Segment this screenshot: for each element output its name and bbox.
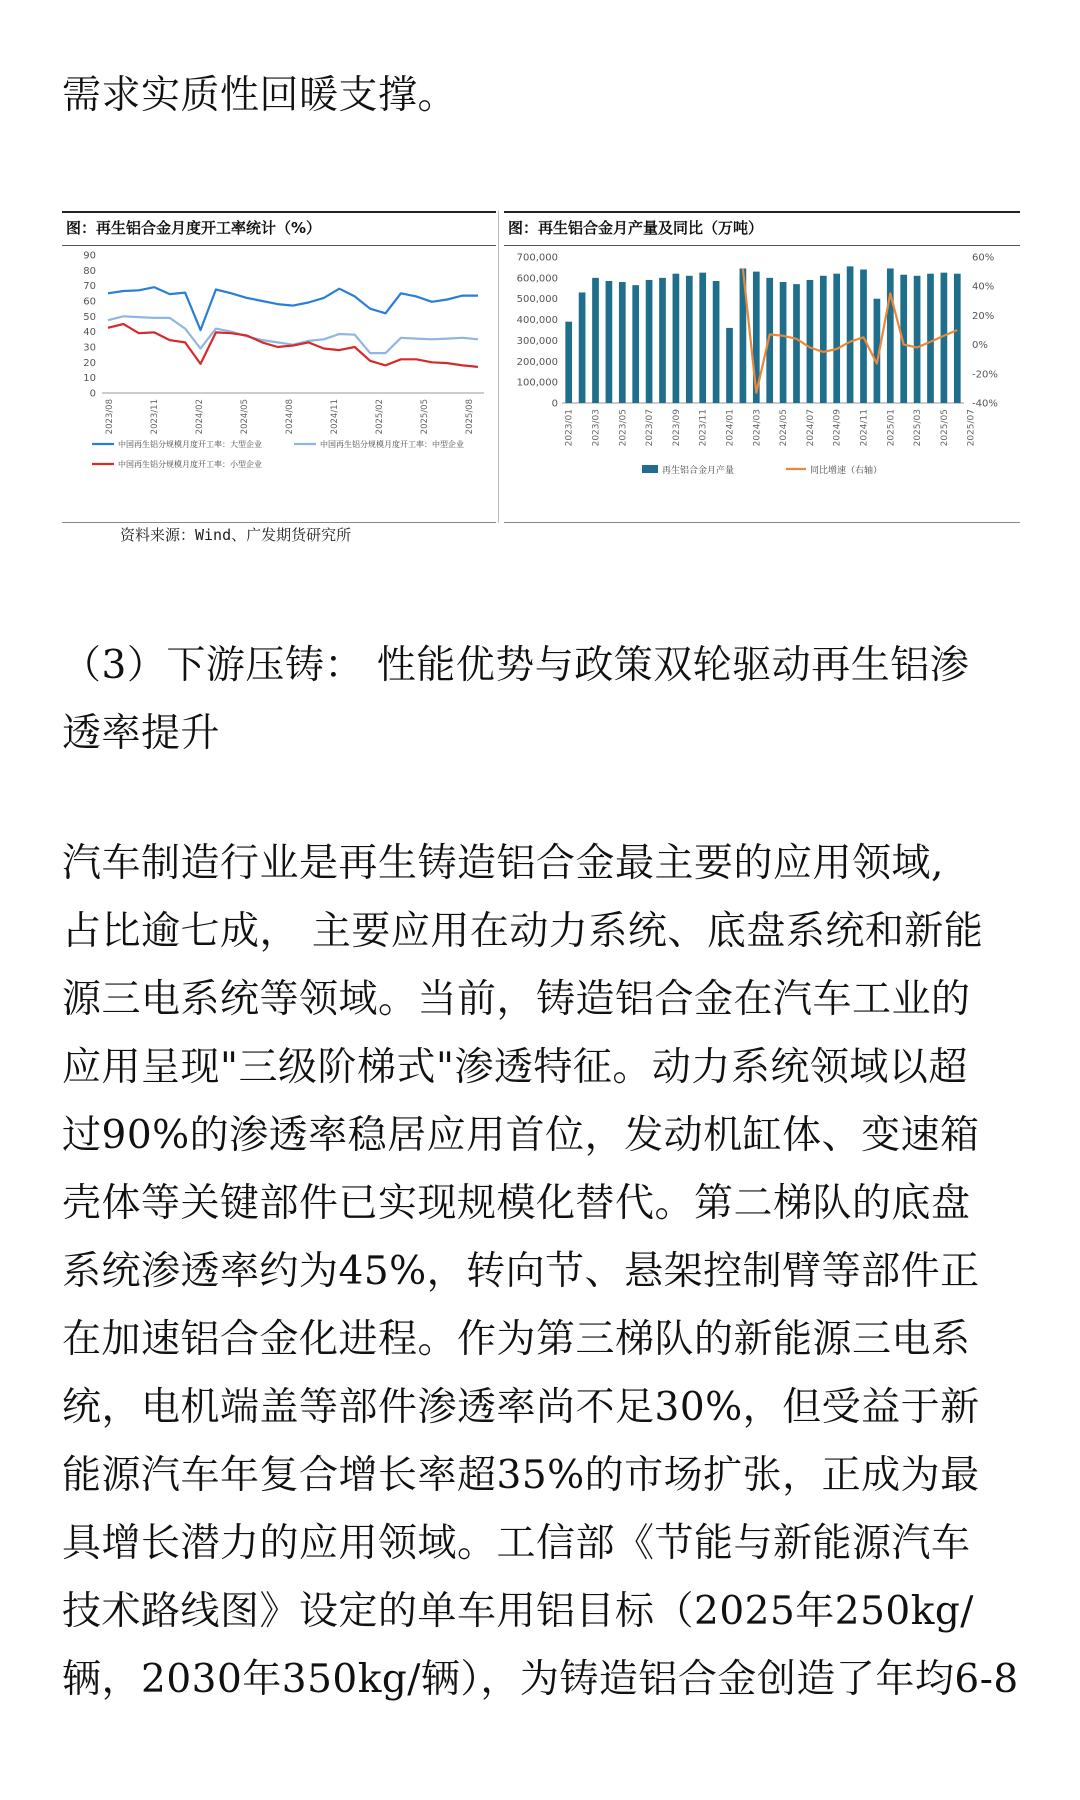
y-tick-label: 30 [83, 342, 96, 354]
body-line: 源三电系统等领域。当前，铸造铝合金在汽车工业的 [62, 977, 971, 1022]
heading-line: 透率提升 [62, 711, 221, 756]
bar [565, 322, 572, 403]
bar [833, 274, 840, 403]
y2-tick-label: 0% [972, 340, 988, 352]
bar [713, 281, 720, 403]
heading-line: （3）下游压铸： 性能优势与政策双轮驱动再生铝渗 [62, 643, 970, 688]
x-tick-label: 2023/11 [698, 409, 709, 447]
y2-tick-label: -40% [972, 398, 998, 410]
y-tick-label: 0 [551, 398, 558, 410]
bar [619, 282, 626, 403]
x-tick-label: 2023/07 [645, 409, 656, 447]
x-tick-label: 2024/07 [805, 409, 816, 447]
body-line: 具增长潜力的应用领域。工信部《节能与新能源汽车 [62, 1521, 971, 1566]
y-tick-label: 80 [83, 265, 96, 277]
chart-title: 图：再生铝合金月度开工率统计（%） [66, 219, 322, 237]
y2-tick-label: 20% [972, 310, 995, 322]
x-tick-label: 2025/02 [375, 399, 385, 435]
body-line: 应用呈现"三级阶梯式"渗透特征。动力系统领域以超 [62, 1045, 968, 1090]
x-tick-label: 2024/05 [240, 399, 250, 435]
y2-tick-label: -20% [972, 369, 998, 381]
y-tick-label: 200,000 [516, 356, 558, 368]
x-tick-label: 2025/05 [420, 399, 430, 435]
y-tick-label: 20 [83, 357, 96, 369]
monthly-output-bar-chart [504, 247, 1020, 521]
y-tick-label: 60 [83, 296, 96, 308]
bar [699, 273, 706, 403]
bar [820, 276, 827, 403]
x-tick-label: 2023/09 [671, 409, 682, 447]
y-tick-label: 40 [83, 327, 96, 339]
x-tick-label: 2024/09 [832, 409, 843, 447]
bar [847, 266, 854, 403]
bar [579, 292, 586, 403]
legend-label: 中国再生铝分规模月度开工率：中型企业 [320, 440, 464, 449]
chart-title: 图：再生铝合金月产量及同比（万吨） [508, 219, 764, 237]
series-line [108, 316, 478, 353]
x-tick-label: 2025/03 [913, 409, 924, 447]
bar [807, 280, 814, 403]
bar [632, 285, 639, 403]
x-tick-label: 2023/11 [150, 399, 160, 435]
bar [686, 276, 693, 403]
bar [592, 278, 599, 403]
y-tick-label: 300,000 [516, 335, 558, 347]
x-tick-label: 2024/08 [285, 399, 295, 435]
legend-label: 中国再生铝分规模月度开工率：大型企业 [118, 440, 262, 449]
bar [954, 274, 961, 403]
x-tick-label: 2024/03 [752, 409, 763, 447]
bar [780, 282, 787, 403]
y-tick-label: 10 [83, 373, 96, 385]
bar [793, 284, 800, 403]
y-tick-label: 700,000 [516, 252, 558, 264]
body-line: 系统渗透率约为45%，转向节、悬架控制臂等部件正 [62, 1249, 980, 1294]
chart-divider [498, 211, 499, 523]
x-tick-label: 2023/05 [618, 409, 629, 447]
bar [726, 328, 733, 403]
y-tick-label: 70 [83, 281, 96, 293]
y2-tick-label: 60% [972, 252, 995, 264]
legend-label: 中国再生铝分规模月度开工率：小型企业 [118, 460, 262, 469]
y2-tick-label: 40% [972, 281, 995, 293]
x-tick-label: 2024/05 [779, 409, 790, 447]
bar [606, 281, 613, 403]
x-tick-label: 2025/05 [939, 409, 950, 447]
chart-operating-rate [62, 211, 496, 523]
y-tick-label: 50 [83, 311, 96, 323]
series-line [108, 287, 478, 330]
chart-monthly-output [504, 211, 1020, 523]
body-line: 汽车制造行业是再生铸造铝合金最主要的应用领域, [62, 841, 944, 886]
x-tick-label: 2023/08 [105, 399, 115, 435]
source-note: 资料来源：Wind、广发期货研究所 [120, 526, 352, 544]
body-line: 辆，2030年350kg/辆），为铸造铝合金创造了年均6-8 [62, 1657, 1019, 1702]
x-tick-label: 2025/01 [886, 409, 897, 447]
y-tick-label: 400,000 [516, 315, 558, 327]
x-tick-label: 2025/08 [465, 399, 475, 435]
bar [646, 280, 653, 403]
x-tick-label: 2024/02 [195, 399, 205, 435]
x-tick-label: 2024/11 [330, 399, 340, 435]
x-tick-label: 2024/01 [725, 409, 736, 447]
bar [887, 268, 894, 403]
bar [927, 274, 934, 403]
x-tick-label: 2024/11 [859, 409, 870, 447]
body-line: 能源汽车年复合增长率超35%的市场扩张，正成为最 [62, 1453, 980, 1498]
bar [659, 278, 666, 403]
x-tick-label: 2023/01 [564, 409, 575, 447]
body-paragraph [62, 830, 1022, 1714]
x-tick-label: 2023/03 [591, 409, 602, 447]
y-tick-label: 0 [89, 388, 96, 400]
series-line [108, 324, 478, 367]
body-line: 占比逾七成， 主要应用在动力系统、底盘系统和新能 [62, 909, 984, 954]
intro-paragraph: 需求实质性回暖支撑。 [62, 73, 458, 118]
body-line: 壳体等关键部件已实现规模化替代。第二梯队的底盘 [62, 1181, 971, 1226]
section-heading [62, 632, 1022, 768]
body-line: 技术路线图》设定的单车用铝目标（2025年250kg/ [62, 1589, 974, 1634]
body-line: 过90%的渗透率稳居应用首位，发动机缸体、变速箱 [62, 1113, 980, 1158]
operating-rate-line-chart [62, 247, 496, 521]
bar [914, 276, 921, 403]
body-line: 在加速铝合金化进程。作为第三梯队的新能源三电系 [62, 1317, 971, 1362]
y-tick-label: 600,000 [516, 273, 558, 285]
legend-swatch [642, 465, 658, 473]
x-tick-label: 2025/07 [966, 409, 977, 447]
y-tick-label: 100,000 [516, 377, 558, 389]
y-tick-label: 90 [83, 250, 96, 262]
legend-label: 同比增速（右轴） [810, 466, 883, 476]
legend-label: 再生铝合金月产量 [662, 466, 735, 476]
body-line: 统，电机端盖等部件渗透率尚不足30%，但受益于新 [62, 1385, 980, 1430]
bar [673, 274, 680, 403]
y-tick-label: 500,000 [516, 294, 558, 306]
